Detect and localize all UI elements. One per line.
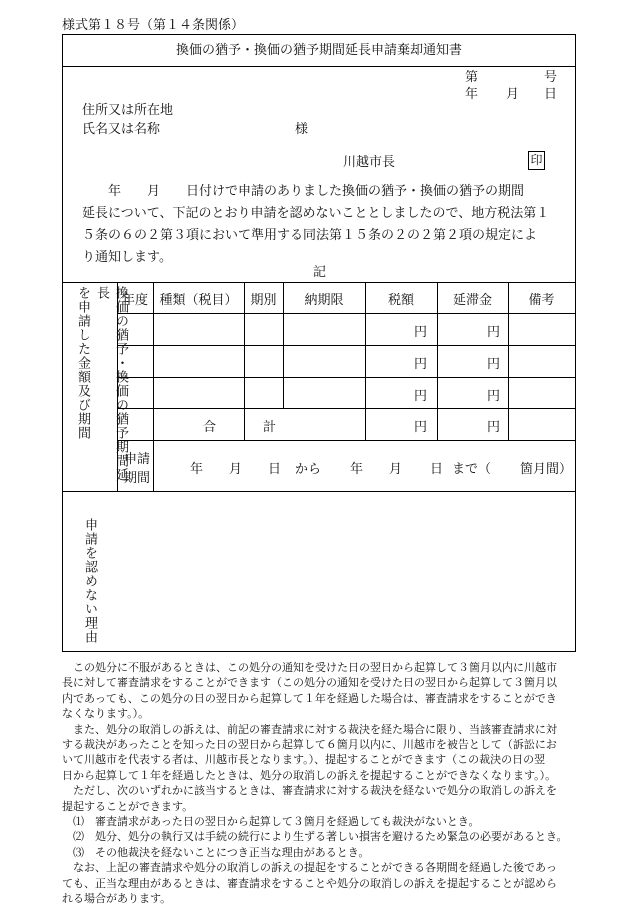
- yen-mark: 円: [414, 325, 428, 340]
- period-part: 年: [350, 462, 364, 477]
- table-header-line: [117, 313, 575, 314]
- body-line: り通知します。: [82, 250, 172, 265]
- body-line: 年 月 日付けで申請のありました換価の猶予・換価の猶予の期間: [82, 184, 525, 199]
- yen-mark: 円: [487, 357, 501, 372]
- note-line: 内であっても、この処分の日の翌日から起算して１年を経過した場合は、審査請求をすることができ: [62, 691, 557, 705]
- yen-mark: 円: [487, 325, 501, 340]
- total-label-1: 合: [203, 420, 217, 435]
- table-row-line: [117, 345, 575, 346]
- ki-label: 記: [313, 265, 327, 280]
- notice-body: [82, 181, 562, 269]
- period-part: 年: [190, 462, 204, 477]
- body-line: ５条の６の２第３項において準用する同法第１５条の２の２第２項の規定によ: [82, 228, 538, 243]
- period-part: 月: [389, 462, 403, 477]
- reason-label: 申請を認めない理由: [82, 518, 97, 644]
- body-line: 延長について、下記のとおり申請を認めないこととしましたので、地方税法第１: [82, 206, 550, 221]
- note-line: ⑵ 処分、処分の執行又は手続の続行により生ずる著しい損害を避けるため緊急の必要があるとき。: [62, 830, 568, 844]
- form-number: 様式第１８号（第１４条関係）: [62, 18, 245, 33]
- note-line: ても、正当な理由があるときは、審査請求をすることや処分の取消しの訴えを提起することが認めら: [62, 876, 557, 890]
- address-label: 住所又は所在地: [82, 103, 174, 118]
- yen-mark: 円: [487, 389, 501, 404]
- period-part: 日: [430, 462, 444, 477]
- doc-number-suffix: 号: [544, 70, 558, 85]
- appeal-notes: [62, 660, 576, 907]
- yen-mark: 円: [414, 389, 428, 404]
- issuer: 川越市長: [343, 155, 396, 170]
- note-line: ⑴ 審査請求があった日の翌日から起算して３箇月を経過しても裁決がないとき。: [62, 815, 480, 829]
- period-part: 日: [268, 462, 282, 477]
- header-tax-type: 種類（税目）: [159, 293, 238, 308]
- seal-box: 印: [528, 151, 545, 170]
- date-month: 月: [506, 87, 520, 102]
- honorific: 様: [295, 122, 309, 137]
- note-line: 提起することができます。: [62, 799, 194, 813]
- period-label-2: 期間: [124, 471, 151, 486]
- header-late-fee: 延滞金: [452, 293, 492, 308]
- header-tax-amount: 税額: [387, 293, 414, 308]
- yen-mark: 円: [487, 420, 501, 435]
- name-label: 氏名又は名称: [82, 122, 161, 137]
- note-line: なお、上記の審査請求や処分の取消しの訴えの提起をすることができる各期間を経過した後であっ: [62, 861, 557, 875]
- note-line: いて川越市を代表する者は、川越市長となります。）、提起することができます（この裁決の日の翌: [62, 753, 546, 767]
- form-title: 換価の猶予・換価の猶予期間延長申請棄却通知書: [63, 35, 575, 67]
- total-label-2: 計: [263, 420, 277, 435]
- table-left-label-outer: を申請した金額及び期間: [75, 286, 90, 440]
- table-top-line: [63, 282, 575, 283]
- note-line: 長に対して審査請求をすることができます（この処分の通知を受けた日の翌日から起算して３箇月以: [62, 676, 557, 690]
- table-row-line: [117, 408, 575, 409]
- note-line: 日から起算して１年を経過したときは、処分の取消しの訴えを提起することができなくなります。）。: [62, 768, 557, 782]
- table-total-line: [117, 440, 575, 441]
- period-part: から: [295, 462, 322, 477]
- header-year: 年度: [121, 293, 148, 308]
- table-left-label-inner: 換価の猶予・換価の猶予期間延長: [94, 286, 128, 482]
- reason-divider: [63, 491, 117, 492]
- yen-mark: 円: [414, 420, 428, 435]
- note-line: する裁決があったことを知った日の翌日から起算して６箇月以内に、川越市を被告として（訴訟にお: [62, 738, 557, 752]
- note-line: なくなります。）。: [62, 707, 150, 721]
- period-part: まで（: [452, 462, 492, 477]
- note-line: この処分に不服があるときは、この処分の通知を受けた日の翌日から起算して３箇月以内に川越市: [62, 661, 557, 674]
- table-row-line: [117, 377, 575, 378]
- note-line: また、処分の取消しの訴えは、前記の審査請求に対する裁決を経た場合に限り、当該審査請求に対: [62, 722, 557, 736]
- header-due-date: 納期限: [304, 293, 344, 308]
- note-line: れる場合があります。: [62, 892, 172, 906]
- note-line: ただし、次のいずれかに該当するときは、審査請求に対する裁決を経ないで処分の取消しの訴えを: [62, 784, 557, 798]
- note-line: ⑶ その他裁決を経ないことにつき正当な理由があるとき。: [62, 845, 370, 859]
- table-col-line: [153, 282, 154, 491]
- date-day: 日: [544, 87, 558, 102]
- period-part: 月: [229, 462, 243, 477]
- header-remarks: 備考: [528, 293, 555, 308]
- yen-mark: 円: [414, 357, 428, 372]
- doc-number-prefix: 第: [465, 70, 479, 85]
- period-part: 箇月間）: [520, 462, 573, 477]
- date-year: 年: [465, 87, 479, 102]
- table-bottom-line: [63, 491, 575, 492]
- period-label-1: 申請: [124, 452, 151, 467]
- header-period: 期別: [250, 293, 277, 308]
